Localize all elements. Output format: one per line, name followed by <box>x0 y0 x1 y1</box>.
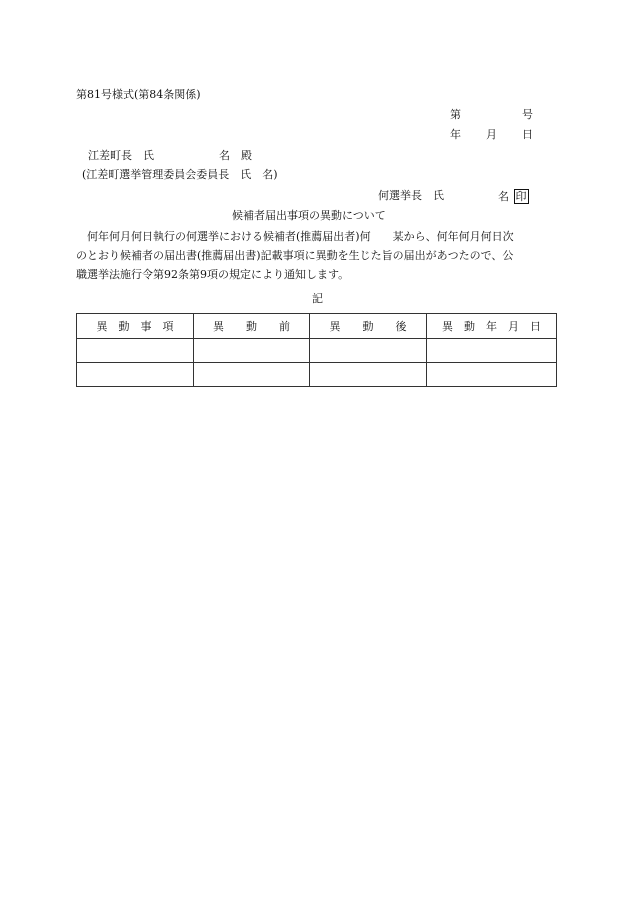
ki-heading: 記 <box>312 292 323 305</box>
date-year: 年 <box>450 128 461 141</box>
addressee-name-label: 江差町長 氏 <box>88 149 154 162</box>
table-cell <box>310 339 427 363</box>
body-line: 何年何月何日執行の何選挙における候補者(推薦届出者)何 某から、何年何月何日次 <box>76 230 514 243</box>
seal-mark: 印 <box>515 190 527 203</box>
date-day: 日 <box>522 128 533 141</box>
doc-number-suffix: 号 <box>522 108 533 121</box>
table-header-row <box>77 314 557 339</box>
body-text <box>76 227 560 284</box>
addressee-honorific: 名 殿 <box>219 149 252 162</box>
table-cell <box>194 363 310 387</box>
sender-name-char: 名 <box>498 190 509 203</box>
table-row <box>77 339 557 363</box>
sender-name-suffix <box>498 189 529 204</box>
table-cell <box>77 363 194 387</box>
table-cell <box>194 339 310 363</box>
table-cell <box>77 339 194 363</box>
date-month: 月 <box>486 128 497 141</box>
body-line: 職選挙法施行令第92条第9項の規定により通知します。 <box>76 268 350 281</box>
addressee-alternate: (江差町選挙管理委員会委員長 氏 名) <box>82 168 278 181</box>
header-item: 異 動 事 項 <box>77 314 194 339</box>
document-title: 候補者届出事項の異動について <box>232 209 386 222</box>
header-date: 異 動 年 月 日 <box>427 314 557 339</box>
header-before: 異 動 前 <box>194 314 310 339</box>
change-record-table <box>76 313 557 387</box>
sender-label: 何選挙長 氏 <box>378 189 444 202</box>
table-row <box>77 363 557 387</box>
table-cell <box>427 339 557 363</box>
table-cell <box>427 363 557 387</box>
form-label: 第81号様式(第84条関係) <box>76 88 201 101</box>
doc-number-prefix: 第 <box>450 108 461 121</box>
table-cell <box>310 363 427 387</box>
header-after: 異 動 後 <box>310 314 427 339</box>
body-line: のとおり候補者の届出書(推薦届出書)記載事項に異動を生じた旨の届出があつたので、公 <box>76 249 514 262</box>
